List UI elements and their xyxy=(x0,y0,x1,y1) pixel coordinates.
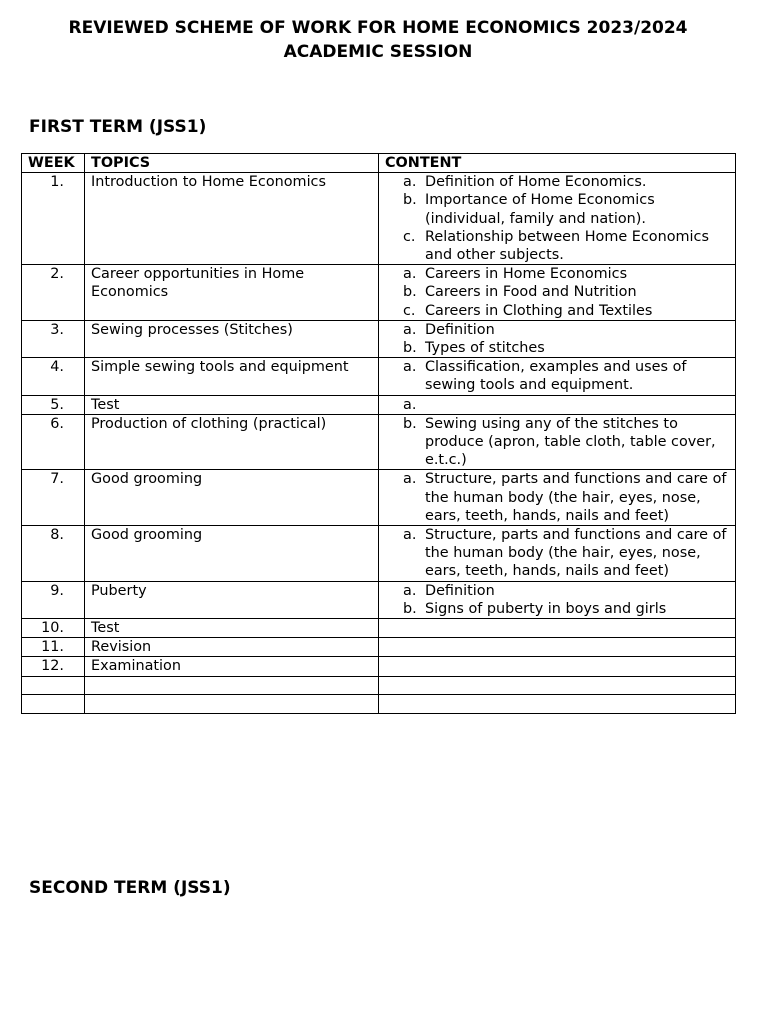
table-row xyxy=(22,358,736,395)
table-row xyxy=(22,526,736,582)
week-cell: 7. xyxy=(22,470,85,526)
content-cell xyxy=(379,526,736,582)
list-marker: a. xyxy=(403,471,417,488)
content-cell xyxy=(379,265,736,321)
content-list-item xyxy=(403,321,729,339)
week-cell: 9. xyxy=(22,581,85,618)
topic-cell: Simple sewing tools and equipment xyxy=(85,358,379,395)
table-row xyxy=(22,470,736,526)
topic-cell: Puberty xyxy=(85,581,379,618)
topic-cell: Examination xyxy=(85,657,379,676)
content-list-item xyxy=(403,358,729,394)
list-item-text: Classification, examples and uses of sewing tools and equipment. xyxy=(425,359,687,394)
document-title-line-1: REVIEWED SCHEME OF WORK FOR HOME ECONOMICS 2023/2024 xyxy=(68,18,688,38)
list-item-text: Careers in Home Economics xyxy=(425,266,628,283)
content-list-item xyxy=(403,228,729,264)
content-list-item xyxy=(403,470,729,525)
content-list-item xyxy=(403,265,729,283)
list-marker: a. xyxy=(403,582,417,599)
topic-cell xyxy=(85,695,379,714)
content-list-item xyxy=(403,396,729,414)
table-row xyxy=(22,173,736,265)
column-header-topics: TOPICS xyxy=(85,154,379,173)
list-marker: a. xyxy=(403,527,417,544)
content-list-item xyxy=(403,173,729,191)
week-cell: 11. xyxy=(22,638,85,657)
week-cell xyxy=(22,695,85,714)
list-item-text: Relationship between Home Economics and other subjects. xyxy=(425,228,709,264)
topic-cell: Good grooming xyxy=(85,470,379,526)
week-cell: 5. xyxy=(22,395,85,414)
list-marker: b. xyxy=(403,415,417,432)
list-marker: b. xyxy=(403,340,417,357)
content-list-item xyxy=(403,526,729,581)
table-row xyxy=(22,395,736,414)
table-row xyxy=(22,638,736,657)
week-cell: 1. xyxy=(22,173,85,265)
list-item-text: Definition xyxy=(425,582,495,599)
topic-cell: Revision xyxy=(85,638,379,657)
first-term-heading: FIRST TERM (JSS1) xyxy=(29,117,207,137)
week-cell: 4. xyxy=(22,358,85,395)
list-marker: b. xyxy=(403,284,417,301)
week-cell: 2. xyxy=(22,265,85,321)
week-cell xyxy=(22,676,85,695)
week-cell: 8. xyxy=(22,526,85,582)
content-list-item xyxy=(403,582,729,600)
content-cell xyxy=(379,657,736,676)
content-list-item xyxy=(403,339,729,357)
week-cell: 10. xyxy=(22,619,85,638)
list-marker: a. xyxy=(403,174,417,191)
document-title xyxy=(28,16,728,64)
content-list-item xyxy=(403,191,729,227)
content-cell xyxy=(379,581,736,618)
content-cell xyxy=(379,173,736,265)
table-body xyxy=(22,173,736,713)
table-row xyxy=(22,657,736,676)
content-cell xyxy=(379,395,736,414)
list-marker: a. xyxy=(403,321,417,338)
week-cell: 12. xyxy=(22,657,85,676)
list-item-text: Signs of puberty in boys and girls xyxy=(425,600,667,617)
second-term-heading: SECOND TERM (JSS1) xyxy=(29,878,231,898)
topic-cell: Test xyxy=(85,395,379,414)
list-item-text: Structure, parts and functions and care of the human body (the hair, eyes, nose, ears, teeth, hands, nails and feet) xyxy=(425,471,727,524)
content-cell xyxy=(379,320,736,357)
table-row xyxy=(22,414,736,470)
column-header-week: WEEK xyxy=(22,154,85,173)
list-item-text: Careers in Food and Nutrition xyxy=(425,284,637,301)
list-item-text: Definition xyxy=(425,321,495,338)
topic-cell xyxy=(85,676,379,695)
table-row xyxy=(22,265,736,321)
week-cell: 3. xyxy=(22,320,85,357)
content-cell xyxy=(379,414,736,470)
topic-cell: Test xyxy=(85,619,379,638)
content-cell xyxy=(379,695,736,714)
list-marker: a. xyxy=(403,359,417,376)
list-item-text: Structure, parts and functions and care of the human body (the hair, eyes, nose, ears, teeth, hands, nails and feet) xyxy=(425,527,727,580)
list-marker: c. xyxy=(403,302,416,319)
content-list-item xyxy=(403,415,729,470)
list-item-text: Types of stitches xyxy=(425,340,545,357)
content-cell xyxy=(379,358,736,395)
list-marker: a. xyxy=(403,396,417,413)
content-list-item xyxy=(403,600,729,618)
column-header-content: CONTENT xyxy=(379,154,736,173)
topic-cell: Good grooming xyxy=(85,526,379,582)
list-item-text: Definition of Home Economics. xyxy=(425,174,647,191)
topic-cell: Production of clothing (practical) xyxy=(85,414,379,470)
week-cell: 6. xyxy=(22,414,85,470)
list-item-text: Sewing using any of the stitches to produce (apron, table cloth, table cover, e.t.c.) xyxy=(425,415,716,469)
table-row xyxy=(22,619,736,638)
list-marker: b. xyxy=(403,600,417,617)
content-cell xyxy=(379,470,736,526)
content-cell xyxy=(379,676,736,695)
scheme-of-work-table xyxy=(21,153,736,714)
table-row xyxy=(22,676,736,695)
topic-cell: Sewing processes (Stitches) xyxy=(85,320,379,357)
table-row xyxy=(22,320,736,357)
table-row xyxy=(22,695,736,714)
list-item-text: Careers in Clothing and Textiles xyxy=(425,302,653,319)
document-title-line-2: ACADEMIC SESSION xyxy=(283,42,473,62)
content-cell xyxy=(379,619,736,638)
list-item-text: Importance of Home Economics (individual, family and nation). xyxy=(425,192,655,227)
content-list-item xyxy=(403,283,729,301)
topic-cell: Career opportunities in Home Economics xyxy=(85,265,379,321)
content-list-item xyxy=(403,302,729,320)
list-marker: c. xyxy=(403,228,416,245)
topic-cell: Introduction to Home Economics xyxy=(85,173,379,265)
list-marker: a. xyxy=(403,266,417,283)
list-marker: b. xyxy=(403,192,417,209)
content-cell xyxy=(379,638,736,657)
table-header-row xyxy=(22,154,736,173)
table-row xyxy=(22,581,736,618)
